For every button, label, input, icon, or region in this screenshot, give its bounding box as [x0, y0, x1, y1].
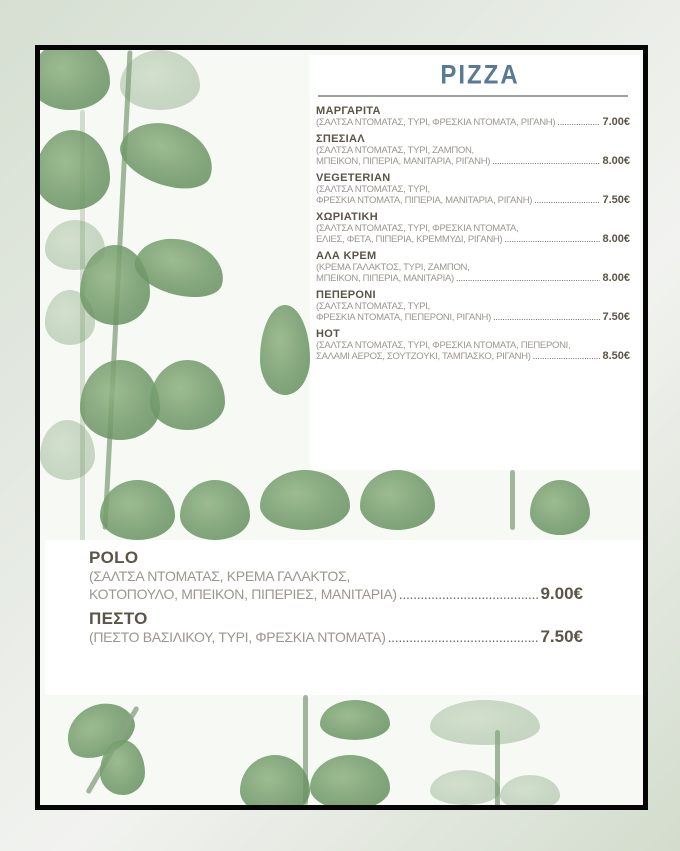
item-description: ΦΡΕΣΚΙΑ ΝΤΟΜΑΤΑ, ΠΕΠΕΡΟΝΙ, ΡΙΓΑΝΗ): [316, 312, 491, 323]
leader-dots: [533, 351, 601, 362]
menu-item: [89, 548, 583, 603]
item-description: (ΠΕΣΤΟ ΒΑΣΙΛΙΚΟΥ, ΤΥΡΙ, ΦΡΕΣΚΙΑ ΝΤΟΜΑΤΑ): [89, 629, 386, 645]
item-name: ΠΕΣΤΟ: [89, 609, 148, 628]
leader-dots: [493, 312, 601, 323]
item-price: 7.50€: [602, 194, 630, 206]
item-description: ΣΑΛΑΜΙ ΑΕΡΟΣ, ΣΟΥΤΖΟΥΚΙ, ΤΑΜΠΑΣΚΟ, ΡΙΓΑΝΗ): [316, 351, 531, 362]
leader-dots: [399, 585, 539, 603]
leader-dots: [504, 234, 600, 245]
item-price: 8.00€: [602, 272, 630, 284]
item-description: ΚΟΤΟΠΟΥΛΟ, ΜΠΕΙΚΟΝ, ΠΙΠΕΡΙΕΣ, ΜΑΝΙΤΑΡΙΑ): [89, 586, 397, 602]
item-description: ΦΡΕΣΚΙΑ ΝΤΟΜΑΤΑ, ΠΙΠΕΡΙΑ, ΜΑΝΙΤΑΡΙΑ, ΡΙΓΑΝΗ): [316, 195, 533, 206]
item-price: 7.50€: [540, 627, 583, 646]
item-price: 8.00€: [602, 155, 630, 167]
item-description: (ΣΑΛΤΣΑ ΝΤΟΜΑΤΑΣ, ΤΥΡΙ, ΦΡΕΣΚΙΑ ΝΤΟΜΑΤΑ,: [316, 223, 519, 234]
leader-dots: [557, 117, 600, 128]
pizza-menu-panel: [310, 55, 640, 470]
item-description: (ΣΑΛΤΣΑ ΝΤΟΜΑΤΑΣ, ΤΥΡΙ, ΦΡΕΣΚΙΑ ΝΤΟΜΑΤΑ, ΠΕΠΕΡΟΝΙ,: [316, 340, 571, 351]
item-description: ΜΠΕΙΚΟΝ, ΠΙΠΕΡΙΑ, ΜΑΝΙΤΑΡΙΑ, ΡΙΓΑΝΗ): [316, 156, 491, 167]
item-name: ΑΛΑ ΚΡΕΜ: [316, 250, 377, 262]
item-description: (ΣΑΛΤΣΑ ΝΤΟΜΑΤΑΣ, ΚΡΕΜΑ ΓΑΛΑΚΤΟΣ,: [89, 568, 350, 584]
menu-item: [89, 609, 583, 646]
menu-item: [316, 250, 630, 284]
menu-item: [316, 133, 630, 167]
menu-item: [316, 172, 630, 206]
item-price: 7.00€: [602, 116, 630, 128]
item-name: POLO: [89, 548, 139, 567]
menu-item: [316, 328, 630, 362]
item-name: HOT: [316, 328, 341, 340]
leader-dots: [456, 273, 601, 284]
item-price: 7.50€: [602, 311, 630, 323]
item-price: 8.50€: [602, 350, 630, 362]
item-description: ΜΠΕΙΚΟΝ, ΠΙΠΕΡΙΑ, ΜΑΝΙΤΑΡΙΑ): [316, 273, 454, 284]
item-description: (ΣΑΛΤΣΑ ΝΤΟΜΑΤΑΣ, ΤΥΡΙ, ΖΑΜΠΟΝ,: [316, 145, 474, 156]
item-price: 9.00€: [540, 584, 583, 603]
title-divider: [318, 95, 628, 97]
item-description: (ΚΡΕΜΑ ΓΑΛΑΚΤΟΣ, ΤΥΡΙ, ΖΑΜΠΟΝ,: [316, 262, 470, 273]
item-description: (ΣΑΛΤΣΑ ΝΤΟΜΑΤΑΣ, ΤΥΡΙ, ΦΡΕΣΚΙΑ ΝΤΟΜΑΤΑ, ΡΙΓΑΝΗ): [316, 117, 556, 128]
leader-dots: [388, 628, 539, 646]
leader-dots: [492, 156, 600, 167]
menu-item: [316, 289, 630, 323]
item-description: (ΣΑΛΤΣΑ ΝΤΟΜΑΤΑΣ, ΤΥΡΙ,: [316, 184, 430, 195]
item-name: ΧΩΡΙΑΤΙΚΗ: [316, 211, 378, 223]
item-description: (ΣΑΛΤΣΑ ΝΤΟΜΑΤΑΣ, ΤΥΡΙ,: [316, 301, 430, 312]
item-name: VEGETERIAN: [316, 172, 391, 184]
menu-item: [316, 105, 630, 128]
leader-dots: [534, 195, 600, 206]
item-name: ΠΕΠΕΡΟΝΙ: [316, 289, 376, 301]
menu-frame: [35, 45, 648, 810]
menu-title: PIZZA: [440, 60, 520, 91]
menu-item: [316, 211, 630, 245]
item-name: ΜΑΡΓΑΡΙΤΑ: [316, 105, 381, 117]
item-name: ΣΠΕΣΙΑΛ: [316, 133, 365, 145]
item-description: ΕΛΙΕΣ, ΦΕΤΑ, ΠΙΠΕΡΙΑ, ΚΡΕΜΜΥΔΙ, ΡΙΓΑΝΗ): [316, 234, 503, 245]
item-price: 8.00€: [602, 233, 630, 245]
extra-pizza-panel: [45, 540, 643, 695]
